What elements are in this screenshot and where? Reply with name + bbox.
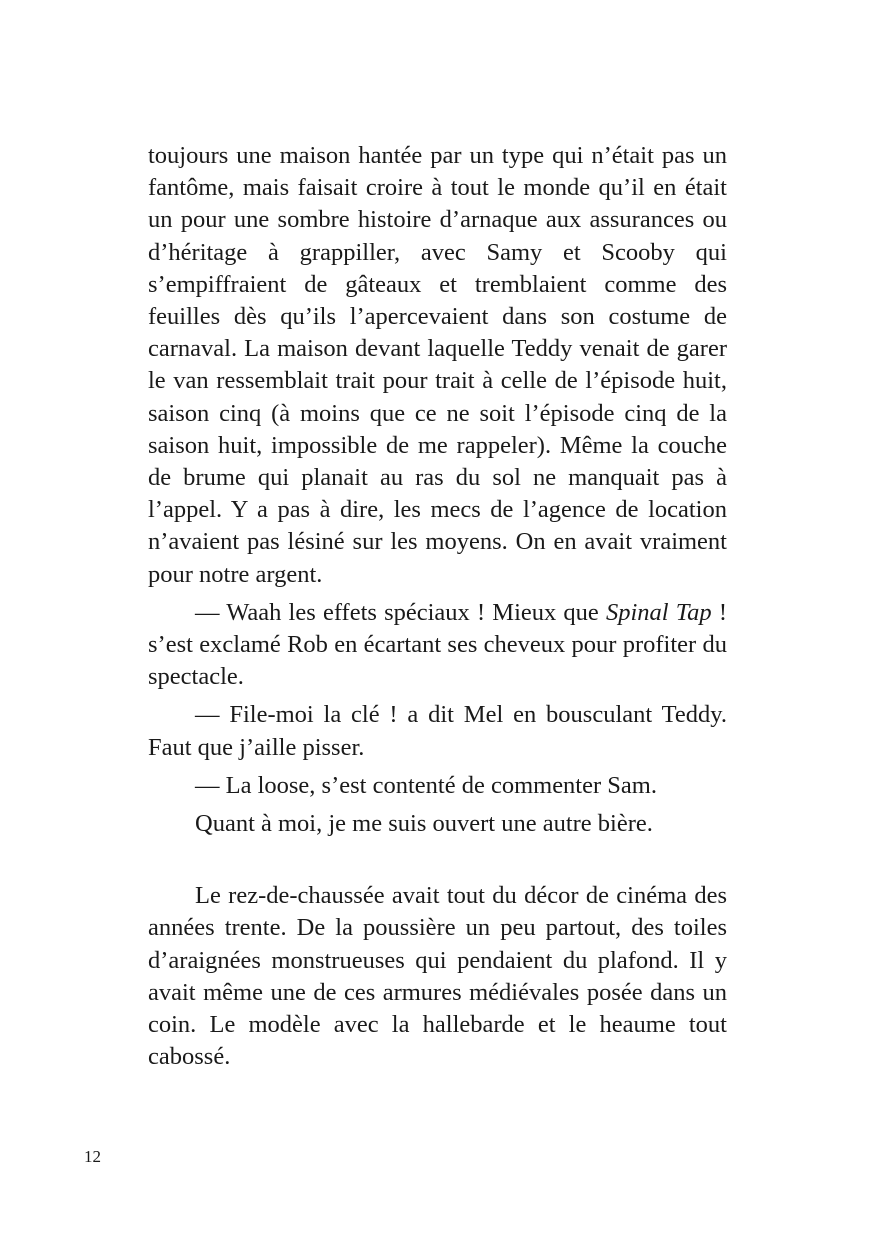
page-number: 12 — [84, 1147, 101, 1166]
paragraph-rob-dialogue — [148, 597, 727, 694]
film-title: Spinal Tap — [605, 598, 712, 626]
body-text — [148, 140, 727, 1073]
paragraph-ground-floor: Le rez-de-chaussée avait tout du décor de cinéma des années trente. De la poussière un peu partout, des toiles d’araignées monstrueuses qui pendaient du plafond. Il y avait même une de ces armures médiévales posée dans un coin. Le modèle avec la hallebarde et le heaume tout cabossé. — [148, 882, 727, 1071]
dialogue-text-start: — Waah les effets spéciaux ! Mieux que — [195, 598, 606, 626]
paragraph-mel-dialogue: — File-moi la clé ! a dit Mel en bousculant Teddy. Faut que j’aille pisser. — [148, 701, 727, 761]
paragraph-narrator-beer: Quant à moi, je me suis ouvert une autre bière. — [195, 810, 653, 838]
dialogue-text-end: ! s’est exclamé Rob en écartant ses cheveux pour profiter du spectacle. — [148, 598, 727, 691]
paragraph-sam-dialogue: — La loose, s’est contenté de commenter Sam. — [195, 771, 657, 799]
section-break — [148, 840, 727, 880]
paragraph-haunted-house: toujours une maison hantée par un type qui n’était pas un fantôme, mais faisait croire à tout le monde qu’il en était un pour une sombre histoire d’arnaque aux assurances ou d’héritage à grappiller, avec Samy et Scooby qui s’empiffraient de gâteaux et tremblaient comme des feuilles dès qu’ils l’apercevaient dans son costume de carnaval. La maison devant laquelle Teddy venait de garer le van ressemblait trait pour trait à celle de l’épisode huit, saison cinq (à moins que ce ne soit l’épisode cinq de la saison huit, impossible de me rappeler). Même la couche de brume qui planait au ras du sol ne manquait pas à l’appel. Y a pas à dire, les mecs de l’agence de location n’avaient pas lésiné sur les moyens. On en avait vraiment pour notre argent. — [148, 142, 727, 588]
